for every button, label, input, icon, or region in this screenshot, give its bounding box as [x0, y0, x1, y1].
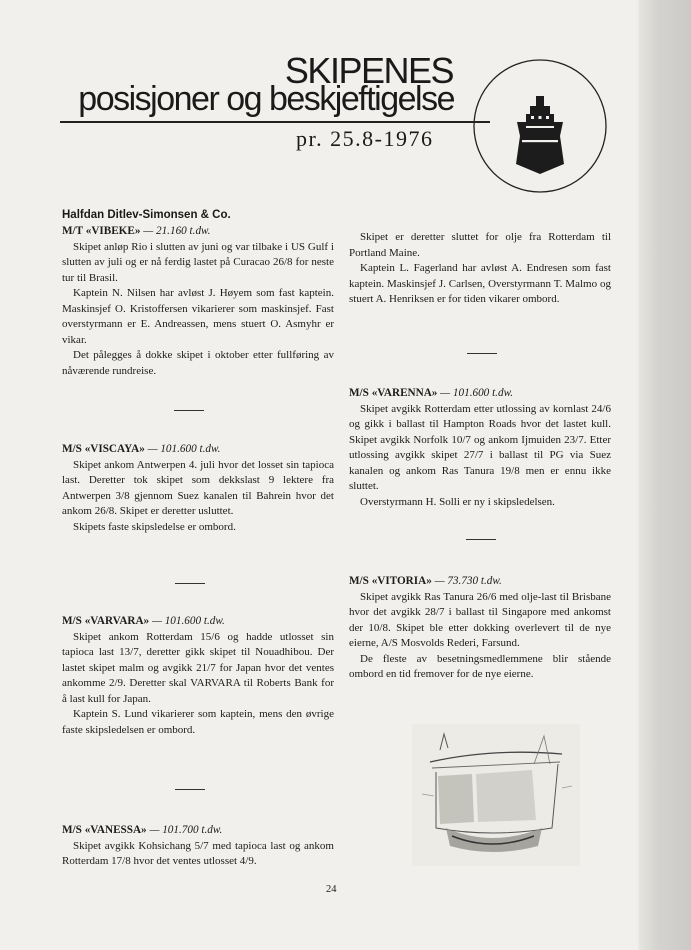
paragraph: Skipet anløp Rio i slutten av juni og var tilbake i US Gulf i slutten av juli og er nå ferdig lastet på Curacao 26/8 for neste tur til Brasil. [62, 240, 334, 284]
section-divider [175, 789, 205, 790]
section-divider [467, 353, 497, 354]
paragraph: Skipet ankom Antwerpen 4. juli hvor det losset sin tapioca last. Deretter tok skipet som dekkslast 9 lektere fra Antwerpen 3/8 gjennom Suez kanalen til Bahrein hvor det ankom 26/8. Skipet er deretter usluttet. [62, 458, 334, 517]
ship-dwt: — 101.600 t.dw. [437, 387, 513, 399]
paragraph: Skipet er deretter sluttet for olje fra Rotterdam til Portland Maine. [349, 231, 611, 259]
ship-heading [62, 614, 334, 630]
ship-name: «VANESSA» [84, 824, 147, 836]
ship-heading [349, 386, 611, 402]
ship-name: «VIBEKE» [85, 225, 141, 237]
paragraph: Det pålegges å dokke skipet i oktober etter fullføring av nåværende rundreise. [62, 349, 334, 377]
section-divider [174, 410, 204, 411]
article-varenna [349, 386, 611, 510]
company-name: Halfdan Ditlev-Simonsen & Co. [62, 209, 231, 221]
article-continued [349, 230, 611, 308]
paragraph: Overstyrmann H. Solli er ny i skipsledelsen. [360, 495, 555, 508]
ship-heading [349, 574, 611, 590]
ship-prefix: M/T [62, 225, 86, 237]
page-edge [639, 0, 691, 950]
page-subtitle: posisjoner og beskjeftigelse [78, 80, 454, 118]
paragraph: Skipet avgikk Ras Tanura 26/6 med olje-last til Brisbane hvor det avgikk 28/7 i ballast til Singapore med ankomst der 10/8. Skipet ble etter dokking overlevert til de nye eierne, A/S Mosvolds Rederi, Farsund. [349, 590, 611, 649]
section-divider [466, 539, 496, 540]
ship-name: «VARENNA» [371, 387, 438, 399]
ship-prefix: M/S [62, 615, 85, 627]
article-varvara [62, 614, 334, 738]
ship-prefix: M/S [62, 443, 85, 455]
paragraph: Skipets faste skipsledelse er ombord. [73, 520, 236, 533]
ship-heading [62, 224, 334, 240]
ship-emblem-icon [470, 56, 610, 196]
paragraph: Skipet ankom Rotterdam 15/6 og hadde utlosset sin tapioca last 13/7, deretter gikk skipet til Nouadhibou. Der lastet skipet malm og avgikk 21/7 for Japan hvor det ventes ankomme 2/9. Deretter skal VARVARA til Roberts Bank for å last kull for Japan. [62, 630, 334, 705]
ship-dwt: — 73.730 t.dw. [431, 575, 502, 587]
ship-heading [62, 442, 334, 458]
article-viscaya [62, 442, 334, 535]
ship-dwt: — 101.700 t.dw. [146, 824, 223, 836]
page-number: 24 [326, 884, 337, 895]
ship-photo-image [412, 724, 580, 866]
ship-dwt: — 101.600 t.dw. [144, 443, 221, 455]
article-vibeke [62, 224, 334, 379]
page-title: SKIPENES [284, 50, 453, 91]
ship-dwt: — 21.160 t.dw. [140, 225, 211, 237]
paragraph: Skipet avgikk Kohsichang 5/7 med tapioca last og ankom Rotterdam 17/8 hvor det ventes utlosset 4/9. [62, 839, 334, 867]
ship-name: «VISCAYA» [84, 443, 145, 455]
paragraph: De fleste av besetningsmedlemmene blir stående ombord en tid fremover for de nye eierne. [349, 652, 611, 680]
article-vitoria [349, 574, 611, 683]
paragraph: Kaptein N. Nilsen har avløst J. Høyem som fast kaptein. Maskinsjef O. Kristoffersen vikarierer som maskinsjef. Fast overstyrmann er E. Andreassen, mens stuert O. Asmyhr er vikar. [62, 287, 334, 346]
paragraph: Kaptein S. Lund vikarierer som kaptein, mens den øvrige faste skipsledelsen er ombord. [62, 708, 334, 736]
paragraph: Kaptein L. Fagerland har avløst A. Endresen som fast kaptein. Maskinsjef J. Carlsen, Overstyrmann T. Malmo og stuert A. Henriksen er for tiden vikarer ombord. [349, 262, 611, 305]
article-vanessa [62, 823, 334, 870]
ship-prefix: M/S [349, 575, 372, 587]
paragraph: Skipet avgikk Rotterdam etter utlossing av kornlast 24/6 og gikk i ballast til Hampton Roads hvor det lastet kull. Skipet avgikk Norfolk 10/7 og ankom Ijmuiden 23/7. Etter utlossing avgikk skipet 27/7 i ballast til PG via Suez kanalen og ankom Ras Tanura 19/8 men er ennu ikke sluttet. [349, 402, 611, 492]
ship-heading [62, 823, 334, 839]
ship-name: «VITORIA» [371, 575, 432, 587]
ship-prefix: M/S [62, 824, 85, 836]
section-divider [175, 583, 205, 584]
report-date: pr. 25.8-1976 [296, 126, 434, 151]
header-rule [60, 121, 490, 123]
ship-name: «VARVARA» [84, 615, 150, 627]
ship-dwt: — 101.600 t.dw. [149, 615, 225, 627]
ship-prefix: M/S [349, 387, 372, 399]
